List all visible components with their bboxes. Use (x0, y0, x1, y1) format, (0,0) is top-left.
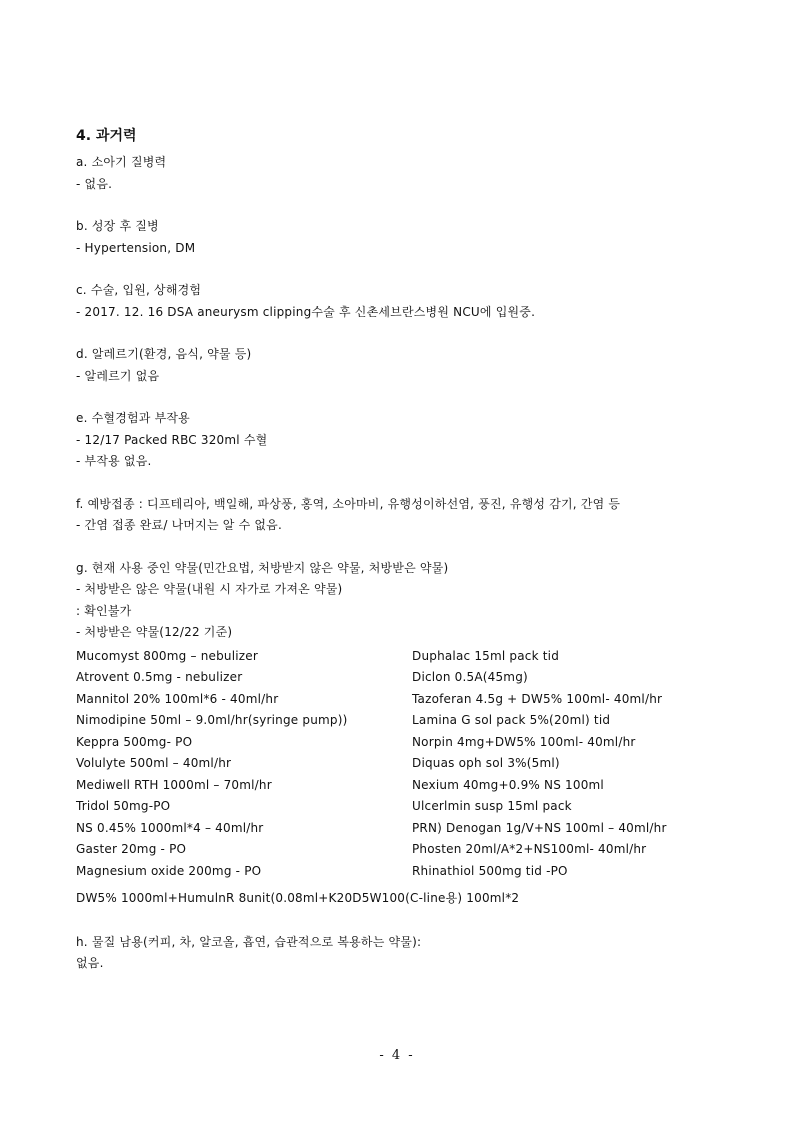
medication-item: Tazoferan 4.5g + DW5% 100ml- 40ml/hr (412, 691, 663, 706)
medication-item: Nexium 40mg+0.9% NS 100ml (412, 777, 604, 792)
medications-line: : 확인불가 (76, 603, 132, 618)
medication-item: Duphalac 15ml pack tid (412, 648, 560, 663)
medication-table (76, 646, 716, 883)
medications-section (76, 558, 716, 910)
medications-line: - 처방받은 않은 약물(내원 시 자가로 가져온 약물) (76, 582, 343, 596)
allergy-section (76, 344, 716, 387)
transfusion-title: e. 수혈경험과 부작용 (76, 411, 190, 425)
medications-title: g. 현재 사용 중인 약물(민간요법, 처방받지 않은 약물, 처방받은 약물) (76, 560, 449, 575)
adult-illness-line: - Hypertension, DM (76, 240, 196, 255)
medication-item: Diclon 0.5A(45mg) (412, 670, 528, 684)
transfusion-line: - 부작용 없음. (76, 454, 152, 468)
medication-column-left (76, 646, 412, 883)
surgery-line: - 2017. 12. 16 DSA aneurysm clipping수술 후 신촌세브란스병원 NCU에 입원중. (76, 304, 536, 319)
medication-item: Keppra 500mg- PO (76, 734, 193, 749)
medication-item: Diquas oph sol 3%(5ml) (412, 756, 560, 770)
allergy-title: d. 알레르기(환경, 음식, 약물 등) (76, 347, 252, 361)
substance-title: h. 물질 남용(커피, 차, 알코올, 흡연, 습관적으로 복용하는 약물): (76, 934, 422, 949)
vaccination-section (76, 494, 716, 537)
allergy-line: - 알레르기 없음 (76, 368, 160, 383)
medication-item: Magnesium oxide 200mg - PO (76, 863, 262, 878)
vaccination-title: f. 예방접종 : 디프테리아, 백일해, 파상풍, 홍역, 소아마비, 유행성이하선염, 풍진, 유행성 감기, 간염 등 (76, 496, 621, 511)
medication-item: PRN) Denogan 1g/V+NS 100ml – 40ml/hr (412, 820, 667, 835)
medication-item: Rhinathiol 500mg tid -PO (412, 863, 568, 878)
medication-item: Ulcerlmin susp 15ml pack (412, 799, 572, 813)
page-number: - 4 - (379, 1048, 415, 1063)
childhood-section (76, 152, 716, 195)
document-body (76, 126, 716, 975)
adult-illness-section (76, 216, 716, 259)
medication-item: Volulyte 500ml – 40ml/hr (76, 756, 232, 770)
medication-item: Tridol 50mg-PO (76, 799, 171, 813)
medication-item: Lamina G sol pack 5%(20ml) tid (412, 713, 611, 727)
medication-item: Atrovent 0.5mg - nebulizer (76, 670, 243, 684)
childhood-title: a. 소아기 질병력 (76, 155, 167, 169)
adult-illness-title: b. 성장 후 질병 (76, 219, 159, 233)
vaccination-line: - 간염 접종 완료/ 나머지는 알 수 없음. (76, 518, 282, 532)
medication-item: Gaster 20mg - PO (76, 842, 187, 856)
medications-line: - 처방받은 약물(12/22 기준) (76, 625, 233, 639)
medication-item-wide: DW5% 1000ml+HumulnR 8unit(0.08ml+K20D5W100(C-line용) 100ml*2 (76, 891, 520, 905)
section-title: 4. 과거력 (76, 128, 137, 144)
surgery-section (76, 280, 716, 323)
medication-item: Mediwell RTH 1000ml – 70ml/hr (76, 777, 272, 792)
substance-section (76, 932, 716, 975)
medication-item: Norpin 4mg+DW5% 100ml- 40ml/hr (412, 734, 636, 749)
medication-item: Nimodipine 50ml – 9.0ml/hr(syringe pump)) (76, 713, 348, 727)
surgery-title: c. 수술, 입원, 상해경험 (76, 283, 202, 297)
childhood-line: - 없음. (76, 176, 113, 191)
transfusion-section (76, 408, 716, 473)
substance-line: 없음. (76, 956, 104, 970)
medication-item: Phosten 20ml/A*2+NS100ml- 40ml/hr (412, 842, 647, 856)
medication-item: Mannitol 20% 100ml*6 - 40ml/hr (76, 691, 279, 706)
medication-item: Mucomyst 800mg – nebulizer (76, 648, 258, 663)
medication-item: NS 0.45% 1000ml*4 – 40ml/hr (76, 820, 264, 835)
medication-column-right (412, 646, 716, 883)
transfusion-line: - 12/17 Packed RBC 320ml 수혈 (76, 432, 268, 447)
